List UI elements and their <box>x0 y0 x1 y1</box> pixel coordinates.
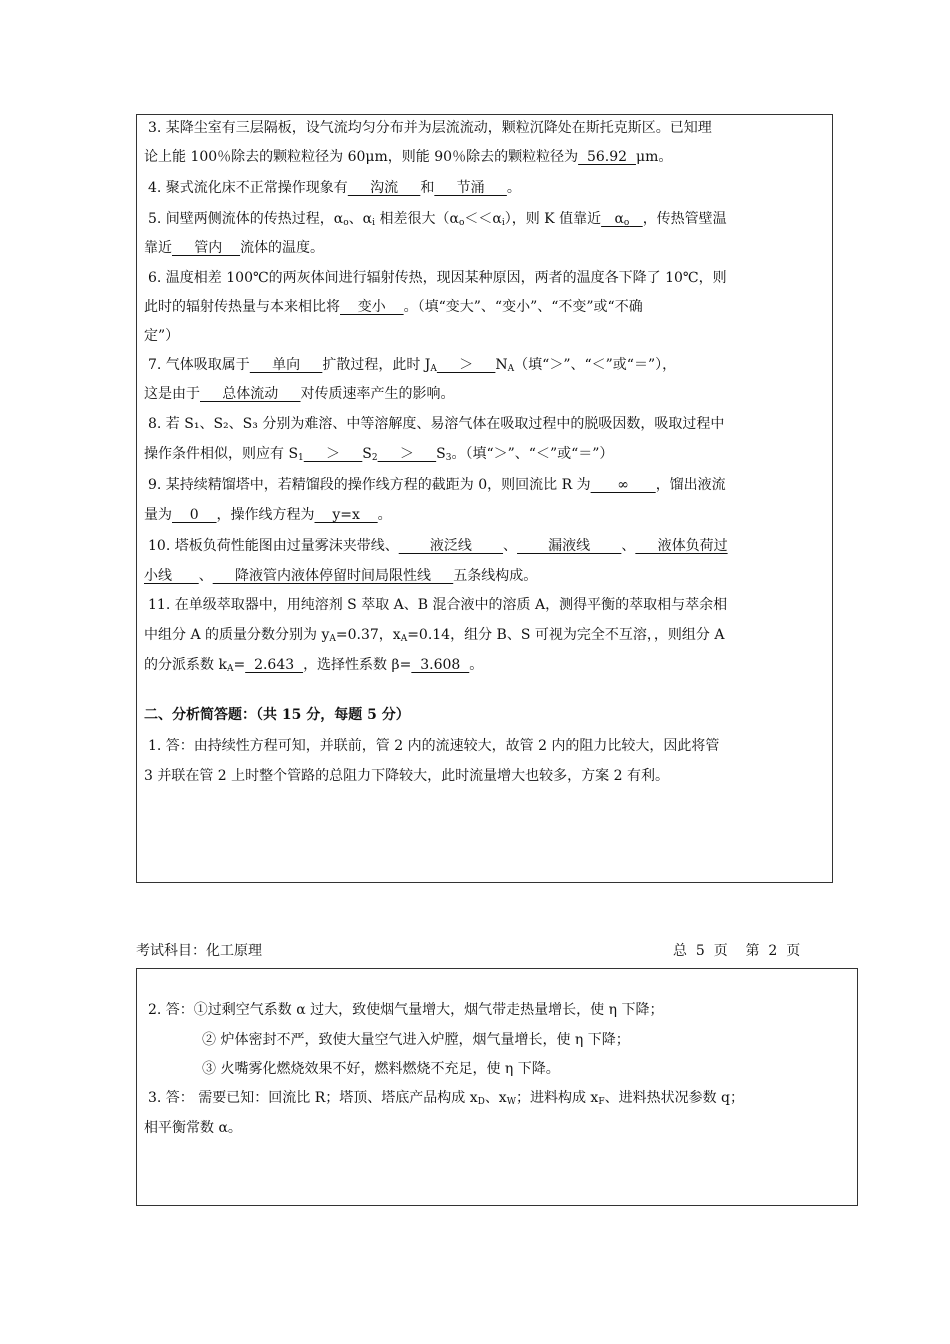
q6-answer: 变小 <box>340 299 404 315</box>
q10-answer2: 漏液线 <box>517 538 622 554</box>
q3-answer: 56.92 <box>578 149 636 165</box>
answer2-line3: ③ 火嘴雾化燃烧效果不好，燃料燃烧不充足，使 η 下降。 <box>202 1061 560 1077</box>
q7-answer1: 单向 <box>249 357 323 373</box>
q4-line: 4. 聚式流化床不正常操作现象有 沟流 和 节涌 。 <box>148 180 521 196</box>
q7-line2: 这是由于 总体流动 对传质速率产生的影响。 <box>144 386 455 402</box>
answer1-line2: 3 并联在管 2 上时整个管路的总阻力下降较大，此时流量增大也较多，方案 2 有利。 <box>144 768 669 784</box>
q7-answer3: 总体流动 <box>200 386 301 402</box>
q6-line2: 此时的辐射传热量与本来相比将 变小 。（填“变大”、“变小”、“不变”或“不确 <box>144 299 643 315</box>
q11-line1: 11. 在单级萃取器中，用纯溶剂 S 萃取 A、B 混合液中的溶质 A，测得平衡的萃取相与萃余相 <box>148 597 728 613</box>
q11-line3: 的分派系数 $k_A= 2.643$ ，选择性系数 β= 3.608 。 <box>144 657 484 674</box>
q4-answer1: 沟流 <box>347 180 421 196</box>
q10-answer4: 降液管内液体停留时间局限性线 <box>212 568 454 584</box>
q9-answer3: y=x <box>314 507 378 523</box>
q8-answer1: ＞ <box>303 446 363 462</box>
q6-line3: 定”） <box>144 328 180 344</box>
section-title: 二、分析简答题：（共 15 分，每题 5 分） <box>144 707 410 723</box>
q10-line2: 小线 、 降液管内液体停留时间局限性线 五条线构成。 <box>144 568 538 584</box>
answer3-line1: 3. 答： 需要已知：回流比 R；塔顶、塔底产品构成 $x_D$、$x_W$；进料构成 $x_F$、进料热状况参数 q； <box>148 1090 745 1107</box>
answer3-line2: 相平衡常数 α。 <box>144 1120 242 1136</box>
q10-answer3a: 液体负荷过 <box>635 538 728 554</box>
q5-line2: 靠近 管内 流体的温度。 <box>144 240 325 256</box>
q5-answer2: 管内 <box>172 240 241 256</box>
q5-line1: 5. 间壁两侧流体的传热过程，$\alpha_o$、$\alpha_i$ 相差很大$(\alpha_o<<\alpha_i)$，则 K 值靠近 $\alpha_o$ ，传热管壁温 <box>148 211 727 228</box>
q9-answer2: 0 <box>172 507 217 523</box>
q10-answer3b: 小线 <box>144 568 199 584</box>
q7-line1: 7. 气体吸取属于 单向 扩散过程，此时 $J_A$ ＞ $N_A$（填“＞”、“＜”或“＝”）， <box>148 357 677 374</box>
q8-line1: 8. 若 S₁、S₂、S₃ 分别为难溶、中等溶解度、易溶气体在吸取过程中的脱吸因数，吸取过程中 <box>148 416 725 432</box>
q11-answer1: 2.643 <box>245 657 304 673</box>
q9-line2: 量为 0 ，操作线方程为 y=x 。 <box>144 507 392 523</box>
q7-answer2: ＞ <box>436 357 496 373</box>
q8-line2: 操作条件相似，则应有 $S_1$ ＞ $S_2$ ＞ $S_3$。（填“＞”、“＜”或“＝”） <box>144 446 614 463</box>
q3-line1: 3. 某降尘室有三层隔板，设气流均匀分布并为层流流动，颗粒沉降处在斯托克斯区。已知理 <box>148 120 712 136</box>
answer1-line1: 1. 答：由持续性方程可知，并联前，管 2 内的流速较大，故管 2 内的阻力比较大，因此将管 <box>148 738 720 754</box>
q9-line1: 9. 某持续精馏塔中，若精馏段的操作线方程的截距为 0，则回流比 R 为 ∞ ，馏出液流 <box>148 477 726 493</box>
answer2-line2: ② 炉体密封不严，致使大量空气进入炉膛，烟气量增长，使 η 下降； <box>202 1032 630 1048</box>
q3-line2: 论上能 100％除去的颗粒粒径为 60μm，则能 90％除去的颗粒粒径为 56.92 μm。 <box>144 149 673 165</box>
q6-line1: 6. 温度相差 100℃的两灰体间进行辐射传热，现因某种原因，两者的温度各下降了 10℃，则 <box>148 270 727 286</box>
exam-subject: 考试科目：化工原理 <box>136 943 262 959</box>
q10-line1: 10. 塔板负荷性能图由过量雾沫夹带线、 液泛线 、 漏液线 、 液体负荷过 <box>148 538 728 554</box>
page-counter: 总 5 页 第 2 页 <box>673 943 801 959</box>
answer2-line1: 2. 答：①过剩空气系数 α 过大，致使烟气量增大，烟气带走热量增长，使 η 下降； <box>148 1002 664 1018</box>
q9-answer1: ∞ <box>590 477 656 493</box>
q10-answer1: 液泛线 <box>398 538 504 554</box>
q5-answer1: $\alpha_o$ <box>601 211 630 228</box>
q11-line2: 中组分 A 的质量分数分别为 $y_A=0.37$，$x_A=0.14$，组分 B、S 可视为完全不互溶，，则组分 A <box>144 627 725 644</box>
q4-answer2: 节涌 <box>434 180 507 196</box>
q8-answer2: ＞ <box>377 446 437 462</box>
q11-answer2: 3.608 <box>411 657 470 673</box>
